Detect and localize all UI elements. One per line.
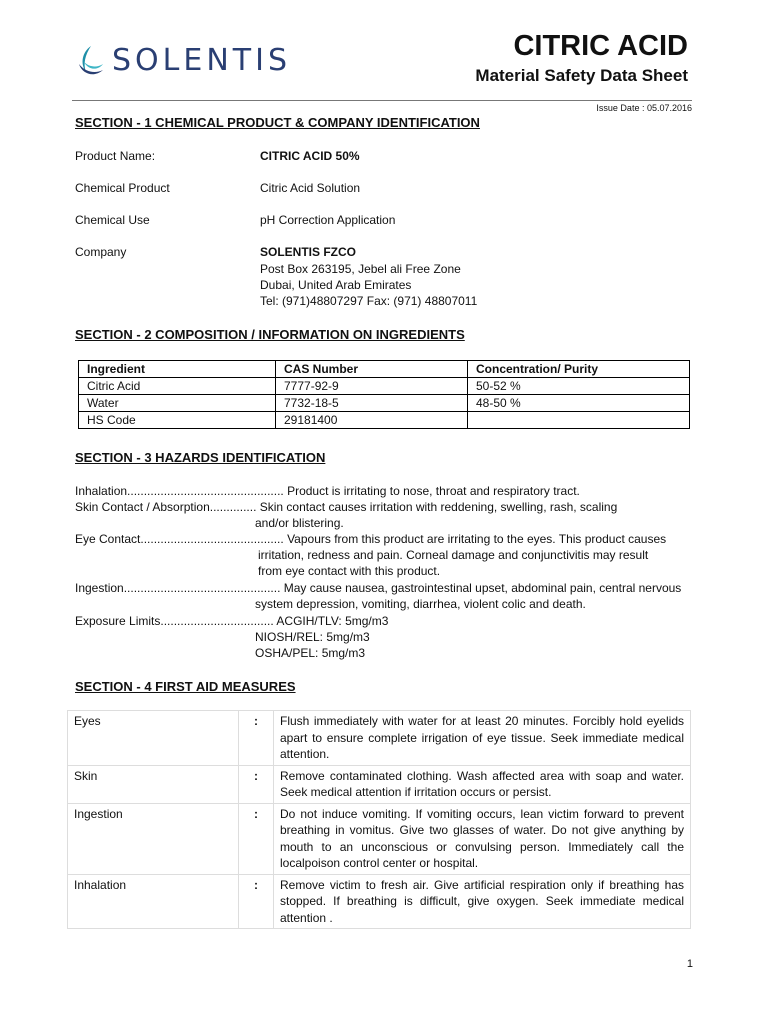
table-row — [68, 803, 691, 874]
table-cell: HS Code — [79, 412, 276, 429]
first-aid-separator: : — [239, 803, 274, 874]
section-2-heading: SECTION - 2 COMPOSITION / INFORMATION ON INGREDIENTS — [75, 327, 465, 342]
product-name-value: CITRIC ACID 50% — [260, 149, 360, 163]
exposure-limits-line3: OSHA/PEL: 5mg/m3 — [255, 646, 366, 660]
first-aid-text: Do not induce vomiting. If vomiting occurs, lean victim forward to prevent breathing in vomitus. Give two glasses of water. Do not give anything by mouth to an unconscious or convulsing person. Immediately call the localpoison control center or hospital. — [274, 803, 691, 874]
table-row — [79, 395, 690, 412]
column-header: Concentration/ Purity — [468, 361, 690, 378]
hazard-eye-line2: irritation, redness and pain. Corneal damage and conjunctivitis may result — [258, 548, 649, 562]
company-phone-fax: Tel: (971)48807297 Fax: (971) 48807011 — [260, 294, 478, 308]
document-title: CITRIC ACID — [513, 30, 688, 62]
hazard-skin-line2: and/or blistering. — [255, 516, 344, 530]
first-aid-separator: : — [239, 765, 274, 803]
table-cell — [468, 412, 690, 429]
column-header: Ingredient — [79, 361, 276, 378]
table-row — [68, 711, 691, 766]
first-aid-label: Skin — [68, 765, 239, 803]
first-aid-text: Remove contaminated clothing. Wash affected area with soap and water. Seek medical attention if irritation occurs or persist. — [274, 765, 691, 803]
table-cell: Citric Acid — [79, 378, 276, 395]
company-name: SOLENTIS FZCO — [260, 245, 356, 259]
column-header: CAS Number — [276, 361, 468, 378]
exposure-limits-line1: Exposure Limits.................................. ACGIH/TLV: 5mg/m3 — [75, 614, 389, 628]
exposure-limits-line2: NIOSH/REL: 5mg/m3 — [255, 630, 370, 644]
hazard-ingestion-line1: Ingestion............................................... May cause nausea, gastrointestinal upset, abdominal pain, central nervous — [75, 581, 682, 595]
hazard-ingestion-line2: system depression, vomiting, diarrhea, violent colic and death. — [255, 597, 586, 611]
hazard-skin-line1: Skin Contact / Absorption.............. Skin contact causes irritation with reddening, swelling, rash, scaling — [75, 500, 618, 514]
table-cell: 50-52 % — [468, 378, 690, 395]
chemical-use-value: pH Correction Application — [260, 213, 396, 227]
page-number: 1 — [686, 958, 693, 970]
table-row — [79, 378, 690, 395]
first-aid-text: Remove victim to fresh air. Give artificial respiration only if breathing has stopped. If breathing is difficult, give oxygen. Seek immediate medical attention . — [274, 874, 691, 929]
issue-date: Issue Date : 05.07.2016 — [596, 103, 692, 113]
header-divider — [72, 100, 692, 101]
table-cell: 7732-18-5 — [276, 395, 468, 412]
first-aid-label: Inhalation — [68, 874, 239, 929]
first-aid-separator: : — [239, 711, 274, 766]
document-subtitle: Material Safety Data Sheet — [475, 66, 688, 85]
table-row — [68, 874, 691, 929]
company-label: Company — [75, 245, 127, 259]
table-cell: Water — [79, 395, 276, 412]
logo-wordmark: SOLENTIS — [112, 43, 291, 78]
product-name-label: Product Name: — [75, 149, 156, 163]
table-row — [79, 412, 690, 429]
first-aid-table — [67, 710, 691, 929]
table-row — [68, 765, 691, 803]
chemical-product-value: Citric Acid Solution — [260, 181, 361, 195]
table-cell: 48-50 % — [468, 395, 690, 412]
chemical-product-label: Chemical Product — [75, 181, 170, 195]
solentis-logo — [76, 44, 291, 78]
table-cell: 7777-92-9 — [276, 378, 468, 395]
first-aid-label: Ingestion — [68, 803, 239, 874]
ingredients-table — [78, 360, 690, 429]
section-4-heading: SECTION - 4 FIRST AID MEASURES — [75, 679, 296, 694]
hazard-inhalation: Inhalation............................................... Product is irritating to nose, throat and respiratory tract. — [75, 484, 580, 498]
first-aid-label: Eyes — [68, 711, 239, 766]
wave-logo-icon — [76, 44, 106, 78]
hazard-eye-line3: from eye contact with this product. — [258, 564, 441, 578]
chemical-use-label: Chemical Use — [75, 213, 150, 227]
section-1-heading: SECTION - 1 CHEMICAL PRODUCT & COMPANY IDENTIFICATION — [75, 115, 480, 130]
hazard-eye-line1: Eye Contact........................................... Vapours from this product are irritating to the eyes. This product causes — [75, 532, 667, 546]
first-aid-separator: : — [239, 874, 274, 929]
company-address-line2: Dubai, United Arab Emirates — [260, 278, 412, 292]
section-3-heading: SECTION - 3 HAZARDS IDENTIFICATION — [75, 450, 326, 465]
first-aid-text: Flush immediately with water for at least 20 minutes. Forcibly hold eyelids apart to ensure complete irrigation of eye tissue. Seek immediate medical attention. — [274, 711, 691, 766]
company-address-line1: Post Box 263195, Jebel ali Free Zone — [260, 262, 461, 276]
table-cell: 29181400 — [276, 412, 468, 429]
table-header-row — [79, 361, 690, 378]
